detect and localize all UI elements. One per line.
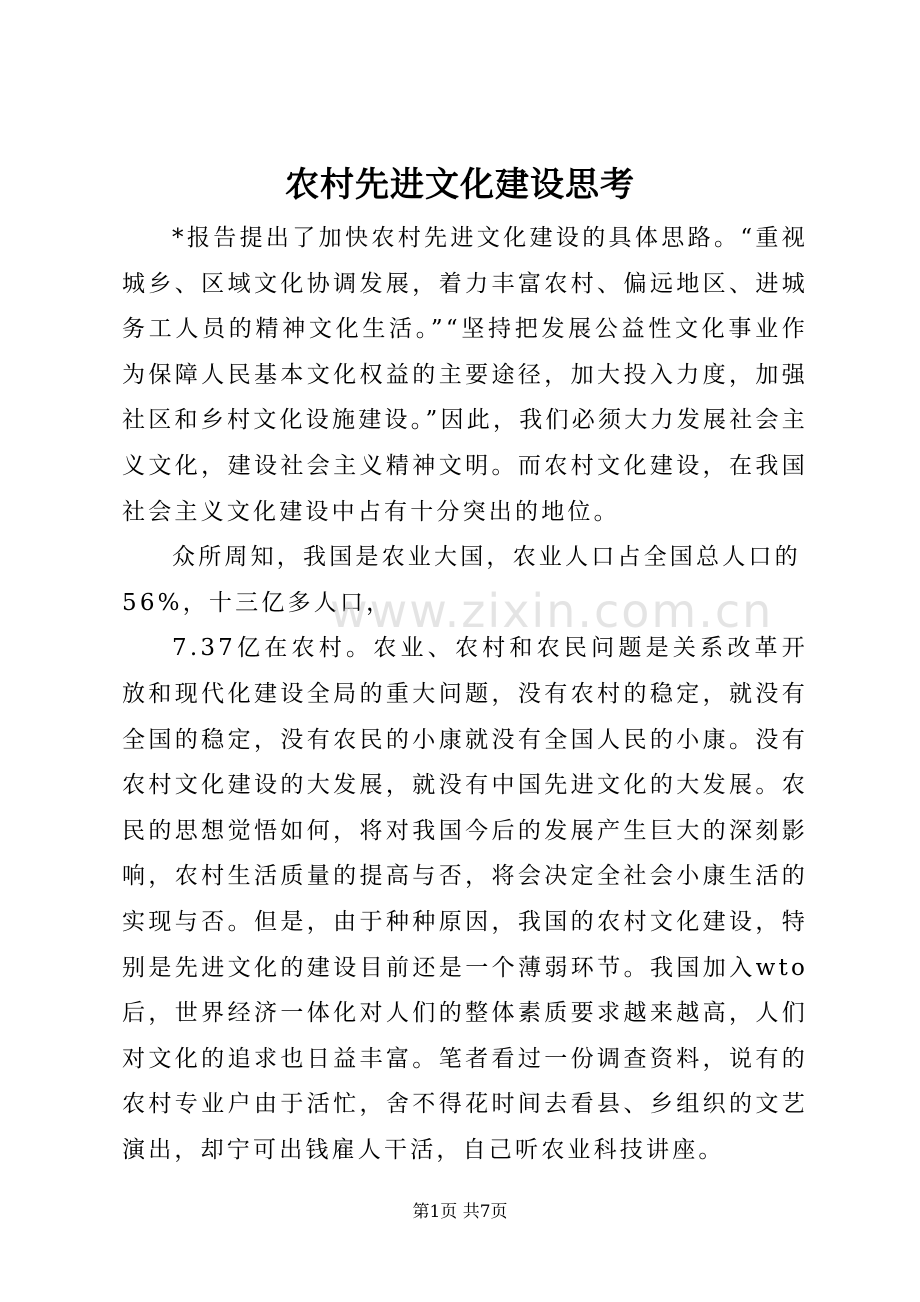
paragraph-4: 7.37亿在农村。农业、农村和农民问题是关系改革开放和现代化建设全局的重大问题，没有农村的稳定，就没有全国的稳定，没有农民的小康就没有全国人民的小康。没有农村文化建设的大发展，就没有中国先进文化的大发展。农民的思想觉悟如何，将对我国今后的发展产生巨大的深刻影响，农村生活质量的提高与否，将会决定全社会小康生活的实现与否。但是，由于种种原因，我国的农村文化建设，特别是先进文化的建设目前还是一个薄弱环节。我国加入wto后，世界经济一体化对人们的整体素质要求越来越高，人们对文化的追求也日益丰富。笔者看过一份调查资料，说有的农村专业户由于活忙，舍不得花时间去看县、乡组织的文艺演出，却宁可出钱雇人干活，自己听农业科技讲座。	[122, 635, 808, 1163]
document-body	[122, 216, 808, 1173]
paragraph-2: 众所周知，我国是农业大国，农业人口占全国总人口的	[172, 544, 801, 571]
watermark-text: www.zixin.com.cn	[330, 584, 774, 638]
page-footer: 第1页 共7页	[412, 1202, 508, 1222]
document-title: 农村先进文化建设思考	[285, 165, 635, 205]
paragraph-3: 56%，十三亿多人口，	[122, 589, 393, 616]
paragraph-1: *报告提出了加快农村先进文化建设的具体思路。“重视城乡、区域文化协调发展，着力丰富农村、偏远地区、进城务工人员的精神文化生活。”“坚持把发展公益性文化事业作为保障人民基本文化权益的主要途径，加大投入力度，加强社区和乡村文化设施建设。”因此，我们必须大力发展社会主义文化，建设社会主义精神文明。而农村文化建设，在我国社会主义文化建设中占有十分突出的地位。	[122, 225, 808, 525]
